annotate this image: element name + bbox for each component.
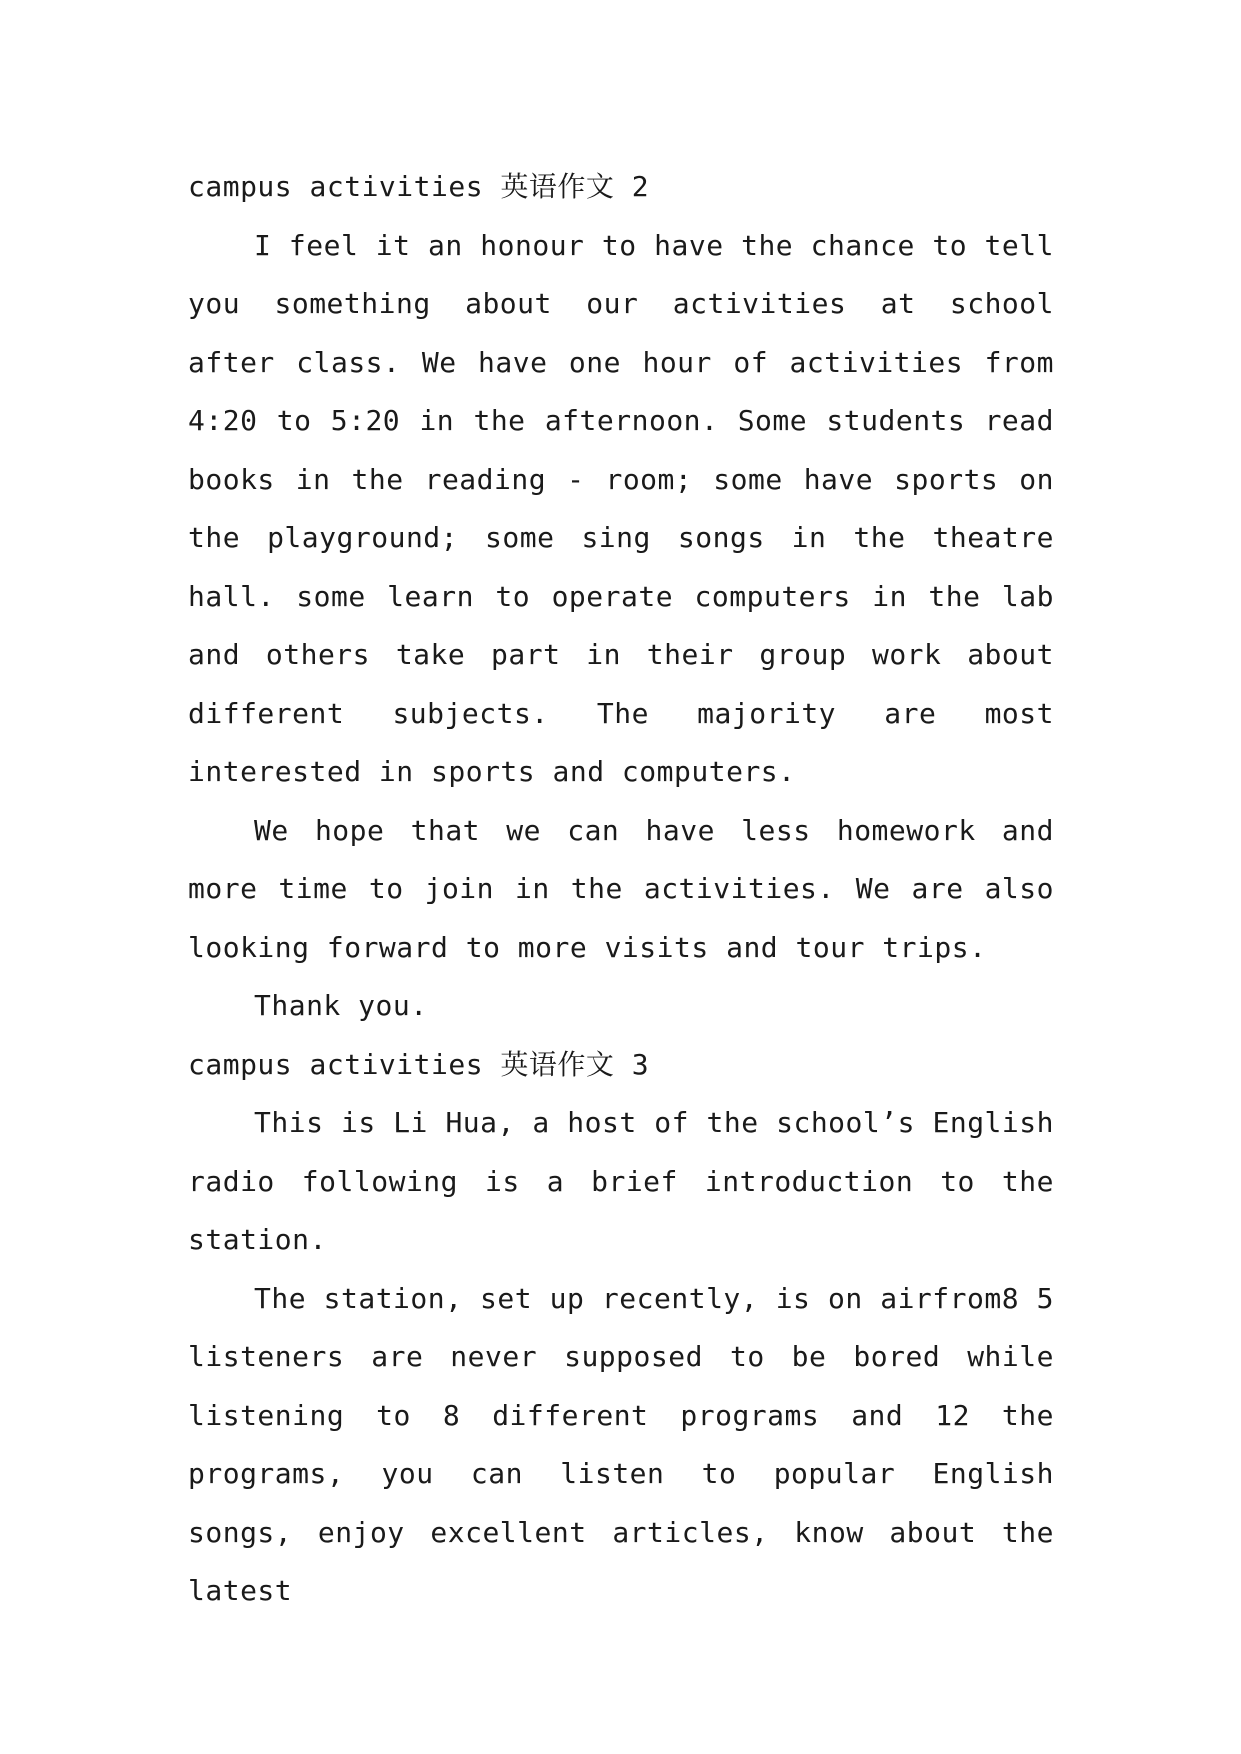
paragraph-radio-intro: This is Li Hua, a host of the school’s English radio following is a brief introduction to the station. bbox=[188, 1106, 1054, 1256]
paragraph-hope: We hope that we can have less homework and more time to join in the activities. We are also looking forward to more visits and tour trips. bbox=[188, 813, 1054, 964]
document-body bbox=[188, 158, 1054, 1621]
paragraph-station: The station, set up recently, is on airfrom8 5 listeners are never supposed to be bored while listening to 8 different programs and 12 the programs, you can listen to popular English songs, enjoy excellent articles, know about the latest bbox=[188, 1281, 1054, 1607]
paragraph-activities-intro: I feel it an honour to have the chance to tell you something about our activities at school after class. We have one hour of activities from 4:20 to 5:20 in the afternoon. Some students read books in the reading - room; some have sports on the playground; some sing songs in the theatre hall. some learn to operate computers in the lab and others take part in their group work about different subjects. The majority are most interested in sports and computers. bbox=[188, 228, 1054, 788]
section-heading-2: campus activities 英语作文 2 bbox=[188, 170, 650, 203]
paragraph-thanks: Thank you. bbox=[254, 989, 428, 1022]
section-heading-3: campus activities 英语作文 3 bbox=[188, 1047, 650, 1081]
